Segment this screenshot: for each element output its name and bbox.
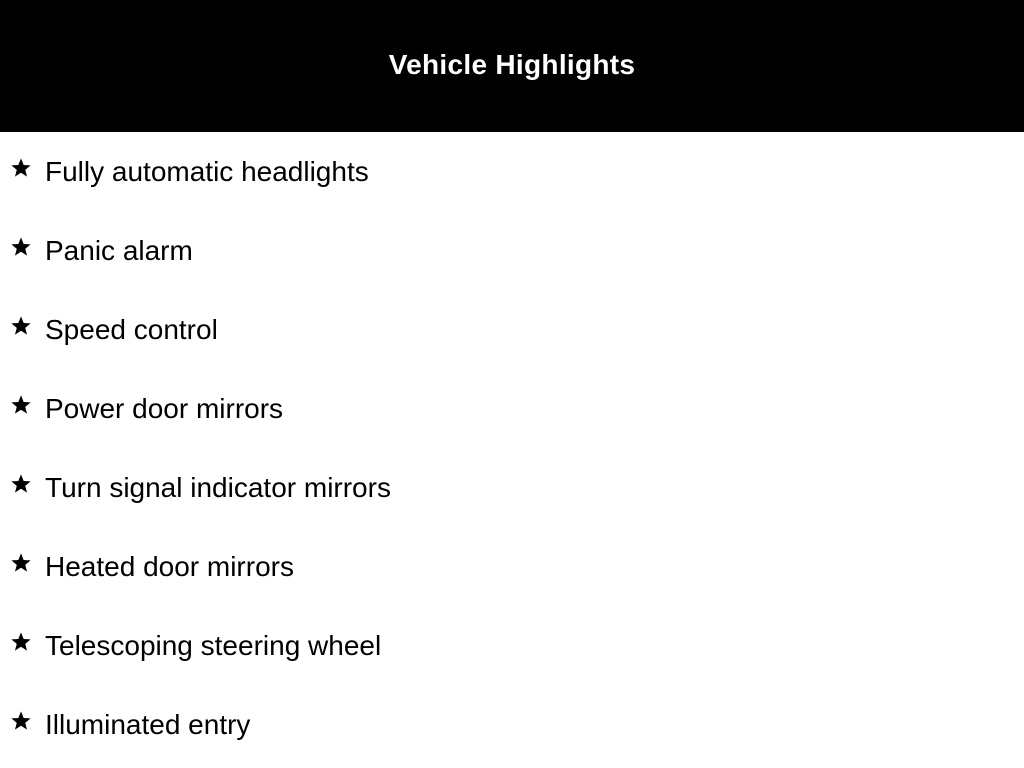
highlight-label: Telescoping steering wheel xyxy=(45,630,382,661)
list-item xyxy=(0,448,1024,527)
header-banner xyxy=(0,0,1024,132)
list-item xyxy=(0,369,1024,448)
star-icon xyxy=(10,473,32,495)
list-item xyxy=(0,211,1024,290)
star-icon xyxy=(10,552,32,574)
highlight-label: Turn signal indicator mirrors xyxy=(45,472,391,503)
star-icon xyxy=(10,394,32,416)
star-icon xyxy=(10,236,32,258)
star-icon xyxy=(10,631,32,653)
highlight-label: Power door mirrors xyxy=(45,393,284,424)
highlight-label: Illuminated entry xyxy=(45,709,251,740)
list-item xyxy=(0,606,1024,685)
star-icon xyxy=(10,315,32,337)
star-icon xyxy=(10,157,32,179)
list-item xyxy=(0,685,1024,764)
highlight-label: Panic alarm xyxy=(45,235,193,266)
page-title: Vehicle Highlights xyxy=(388,49,636,80)
list-item xyxy=(0,132,1024,211)
highlight-label: Heated door mirrors xyxy=(45,551,294,582)
list-item xyxy=(0,527,1024,606)
highlight-label: Speed control xyxy=(45,314,218,345)
highlights-list xyxy=(0,132,1024,764)
star-icon xyxy=(10,710,32,732)
list-item xyxy=(0,290,1024,369)
highlight-label: Fully automatic headlights xyxy=(45,156,369,187)
